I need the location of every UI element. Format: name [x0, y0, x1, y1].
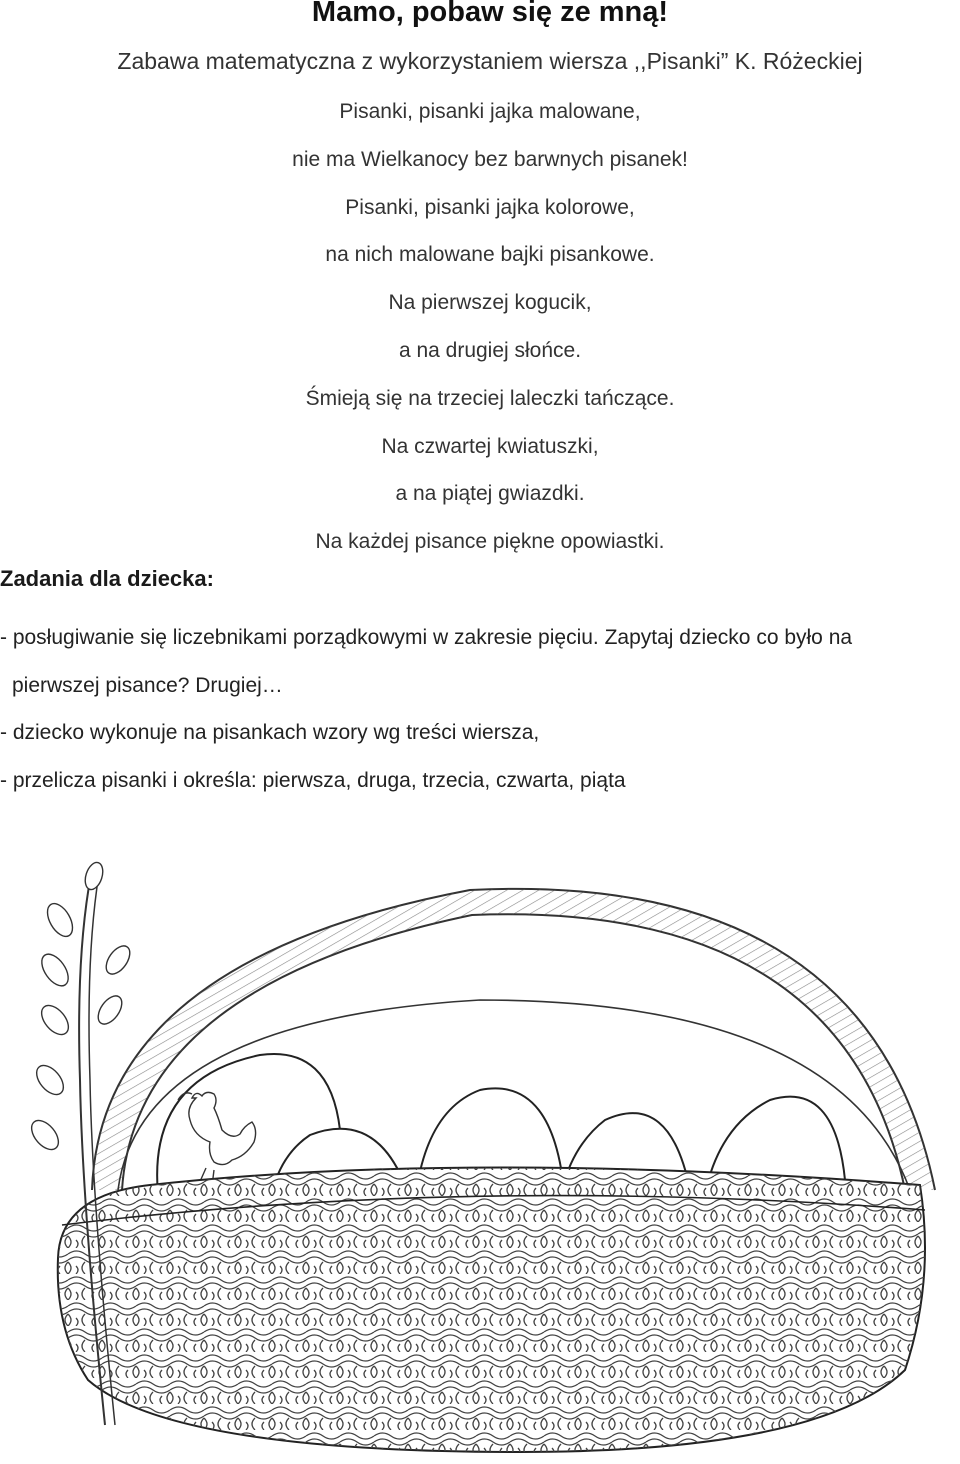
poem-line: Pisanki, pisanki jajka malowane,: [339, 100, 641, 123]
poem-line: na nich malowane bajki pisankowe.: [325, 243, 655, 267]
tasks-heading: Zadania dla dziecka:: [0, 566, 214, 591]
subtitle: Zabawa matematyczna z wykorzystaniem wiersza ,,Pisanki” K. Różeckiej: [117, 48, 863, 74]
poem-line: Śmieją się na trzeciej laleczki tańczące.: [305, 386, 675, 410]
basket-body: [40, 1150, 940, 1460]
page-title: Mamo, pobaw się ze mną!: [311, 0, 669, 28]
easter-basket-illustration: [0, 845, 960, 1460]
task-item: - dziecko wykonuje na pisankach wzory wg treści wiersza,: [0, 721, 540, 744]
poem-line: nie ma Wielkanocy bez barwnych pisanek!: [292, 147, 688, 171]
poem: [0, 97, 960, 575]
task-list: [0, 614, 960, 804]
task-item: - przelicza pisanki i określa: pierwsza, druga, trzecia, czwarta, piąta: [0, 768, 626, 792]
poem-line: Pisanki, pisanki jajka kolorowe,: [345, 195, 635, 219]
poem-line: Na każdej pisance piękne opowiastki.: [315, 530, 665, 554]
poem-line: Na pierwszej kogucik,: [388, 291, 592, 315]
poem-line: a na piątej gwiazdki.: [395, 482, 585, 506]
poem-line: a na drugiej słońce.: [398, 338, 582, 362]
poem-line: Na czwartej kwiatuszki,: [381, 434, 599, 458]
task-item: - posługiwanie się liczebnikami porządkowymi w zakresie pięciu. Zapytaj dziecko co było na: [0, 626, 853, 649]
task-item-continuation: pierwszej pisance? Drugiej…: [12, 673, 283, 697]
